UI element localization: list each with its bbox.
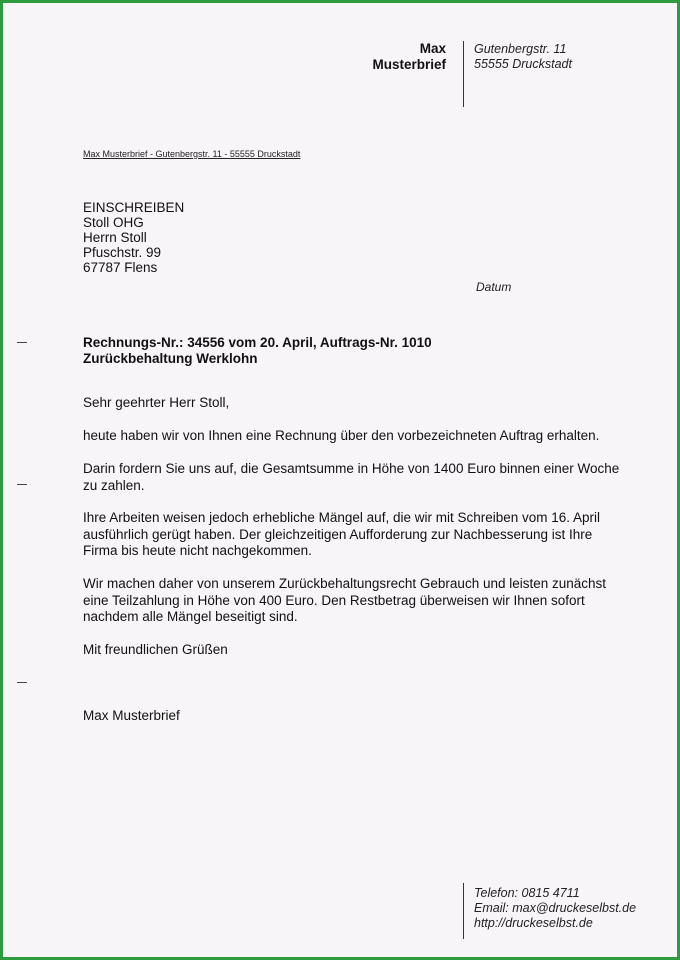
sender-street: Gutenbergstr. 11 [474,42,567,56]
return-address-line: Max Musterbrief - Gutenbergstr. 11 - 55555 Druckstadt [83,149,301,159]
sender-city: 55555 Druckstadt [474,57,572,71]
fold-mark-top [17,342,27,343]
signature: Max Musterbrief [83,708,180,723]
paragraph-4: Wir machen daher von unserem Zurückbehaltungsrecht Gebrauch und leisten zunächst eine Teilzahlung in Höhe von 400 Euro. Den Restbetrag überweisen wir Ihnen sofort nachdem alle Mängel beseitigt sind. [83,576,607,624]
recipient-line-1: EINSCHREIBEN [83,200,185,215]
footer-phone: Telefon: 0815 4711 [474,886,580,900]
salutation: Sehr geehrter Herr Stoll, [83,395,230,410]
recipient-line-2: Stoll OHG [83,215,144,230]
subject-line-2: Zurückbehaltung Werklohn [83,351,258,366]
paragraph-1: heute haben wir von Ihnen eine Rechnung über den vorbezeichneten Auftrag erhalten. [83,428,600,443]
closing: Mit freundlichen Grüßen [83,642,228,657]
sender-name [372,41,446,73]
fold-mark-bottom [17,682,27,683]
footer-contact [474,886,636,931]
date-label: Datum [476,280,512,294]
subject-line-1: Rechnungs-Nr.: 34556 vom 20. April, Auftrags-Nr. 1010 [83,335,432,350]
recipient-line-5: 67787 Flens [83,260,158,275]
sender-last-name: Musterbrief [372,57,446,72]
sender-address [474,42,572,72]
footer-web: http://druckeselbst.de [474,916,593,930]
recipient-line-3: Herrn Stoll [83,230,147,245]
subject [83,335,432,367]
footer-email: Email: max@druckeselbst.de [474,901,637,915]
recipient-line-4: Pfuschstr. 99 [83,245,162,260]
paragraph-2: Darin fordern Sie uns auf, die Gesamtsumme in Höhe von 1400 Euro binnen einer Woche zu zahlen. [83,461,620,493]
sender-first-name: Max [419,41,446,56]
paragraph-3: Ihre Arbeiten weisen jedoch erhebliche Mängel auf, die wir mit Schreiben vom 16. April ausführlich gerügt haben. Der gleichzeitigen Aufforderung zur Nachbesserung ist Ihre Firma bis heute nicht nachgekommen. [83,510,601,558]
recipient-address [83,200,184,275]
sender-divider [463,41,464,107]
footer-divider [463,883,464,939]
punch-mark [17,484,27,485]
